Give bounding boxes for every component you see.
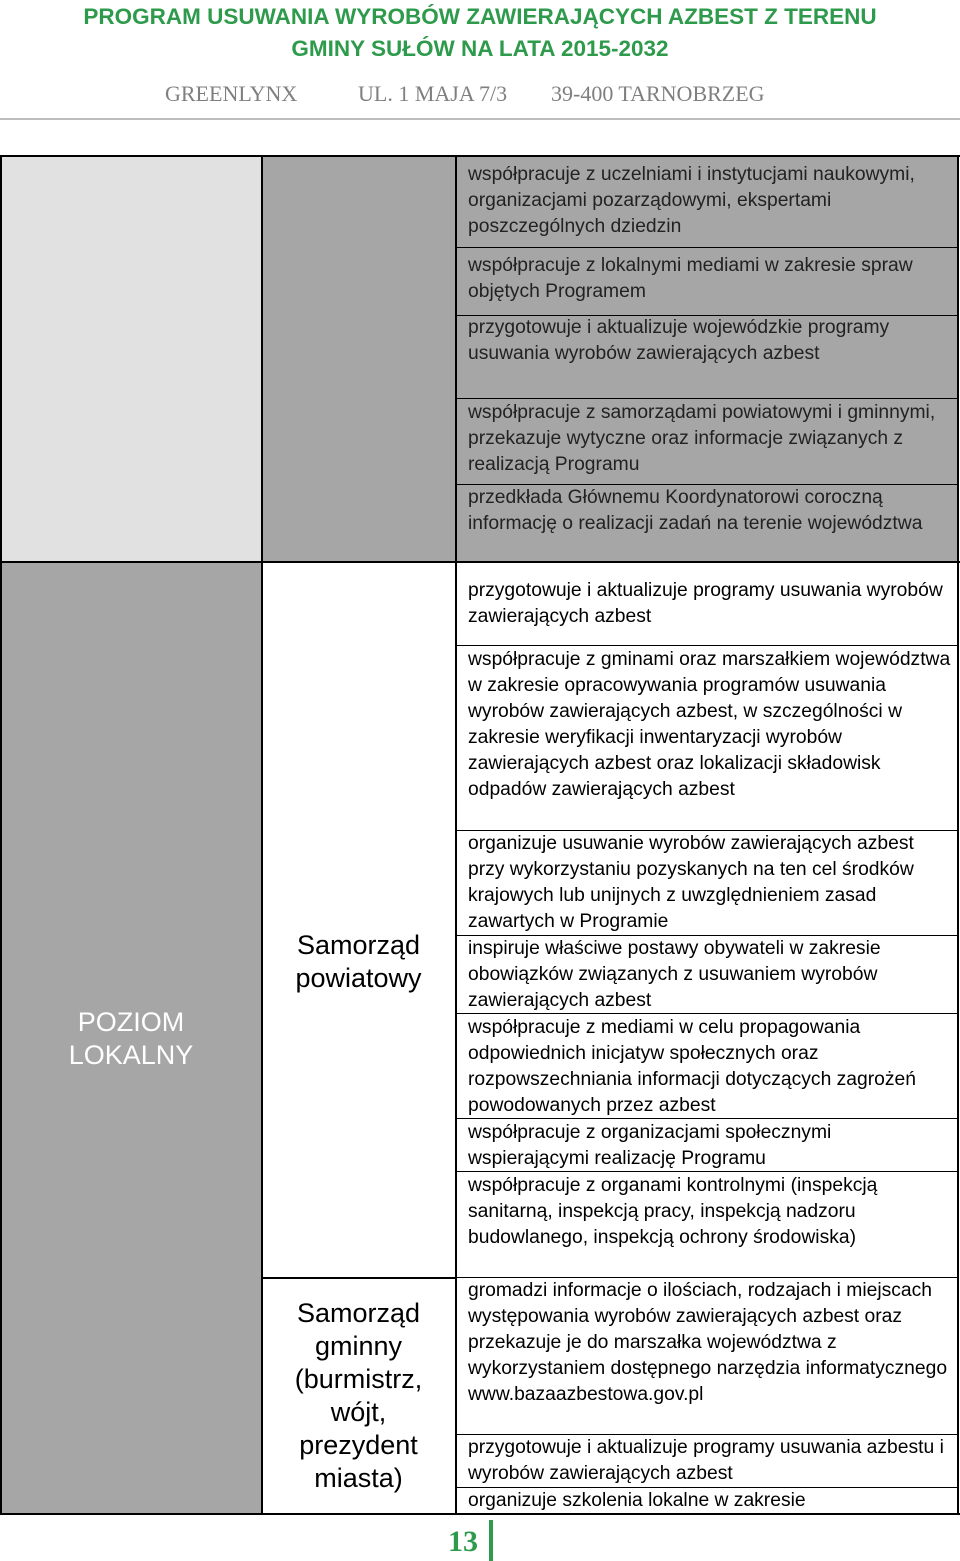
- role-label-powiat-text: Samorząd powiatowy: [295, 929, 422, 993]
- level-label: [0, 562, 262, 1515]
- document-title-line-2: GMINY SUŁÓW NA LATA 2015-2032: [291, 36, 669, 61]
- task-item: gromadzi informacje o ilościach, rodzajach i miejscach występowania wyrobów zawierających azbest oraz przekazuje je do marszałka województwa z wykorzystaniem dostępnego narzędzia informatycznego www.bazaazbestowa.gov.pl: [468, 1280, 948, 1405]
- task-item: współpracuje z organami kontrolnymi (inspekcją sanitarną, inspekcją pracy, inspekcją nadzoru budowlanego, inspekcją ochrony środowiska): [468, 1175, 878, 1248]
- role-label-powiat: [262, 646, 455, 1277]
- task-item: przygotowuje i aktualizuje programy usuwania wyrobów zawierających azbest: [468, 580, 943, 627]
- role-label-gmina: [262, 1279, 455, 1513]
- task-item: współpracuje z mediami w celu propagowania odpowiednich inicjatyw społecznych oraz rozpowszechniania informacji dotyczących zagrożeń powodowanych przez azbest: [468, 1017, 916, 1116]
- task-item: organizuje szkolenia lokalne w zakresie: [468, 1490, 806, 1511]
- company-city: 39-400 TARNOBRZEG: [551, 81, 765, 106]
- role-label-gmina-text: Samorząd gminny (burmistrz, wójt, prezydent miasta): [294, 1298, 423, 1493]
- document-title-line-1: PROGRAM USUWANIA WYROBÓW ZAWIERAJĄCYCH AZBEST Z TERENU: [83, 4, 877, 29]
- task-item: organizuje usuwanie wyrobów zawierających azbest przy wykorzystaniu pozyskanych na ten cel środków krajowych lub unijnych z uwzględnieniem zasad zawartych w Programie: [468, 833, 914, 932]
- page-number: 13: [448, 1525, 478, 1558]
- task-item: współpracuje z uczelniami i instytucjami naukowymi, organizacjami pozarządowymi, ekspertami poszczególnych dziedzin: [468, 164, 915, 237]
- task-item: przedkłada Głównemu Koordynatorowi coroczną informację o realizacji zadań na terenie województwa: [468, 487, 923, 534]
- level-label-text: POZIOM LOKALNY: [68, 1006, 194, 1070]
- top-left-shaded-cell: [0, 156, 262, 562]
- task-item: współpracuje z lokalnymi mediami w zakresie spraw objętych Programem: [468, 255, 913, 302]
- page-number-bar: [489, 1520, 493, 1561]
- task-item: przygotowuje i aktualizuje programy usuwania azbestu i wyrobów zawierających azbest: [468, 1437, 944, 1484]
- task-item: współpracuje z samorządami powiatowymi i gminnymi, przekazuje wytyczne oraz informacje związanych z realizacją Programu: [468, 402, 936, 475]
- task-item: inspiruje właściwe postawy obywateli w zakresie obowiązków związanych z usuwaniem wyrobów zawierających azbest: [468, 938, 881, 1011]
- task-item: współpracuje z organizacjami społecznymi wspierającymi realizację Programu: [468, 1122, 832, 1169]
- task-item: przygotowuje i aktualizuje wojewódzkie programy usuwania wyrobów zawierających azbest: [468, 317, 890, 364]
- header-divider: [0, 118, 960, 120]
- company-street: UL. 1 MAJA 7/3: [358, 81, 508, 106]
- task-item: współpracuje z gminami oraz marszałkiem województwa w zakresie opracowywania programów usuwania wyrobów zawierających azbest, w szczególności w zakresie weryfikacji inwentaryzacji wyrobów zawierających azbest oraz lokalizacji składowisk odpadów zawierających azbest: [468, 649, 951, 800]
- company-name: GREENLYNX: [165, 81, 298, 106]
